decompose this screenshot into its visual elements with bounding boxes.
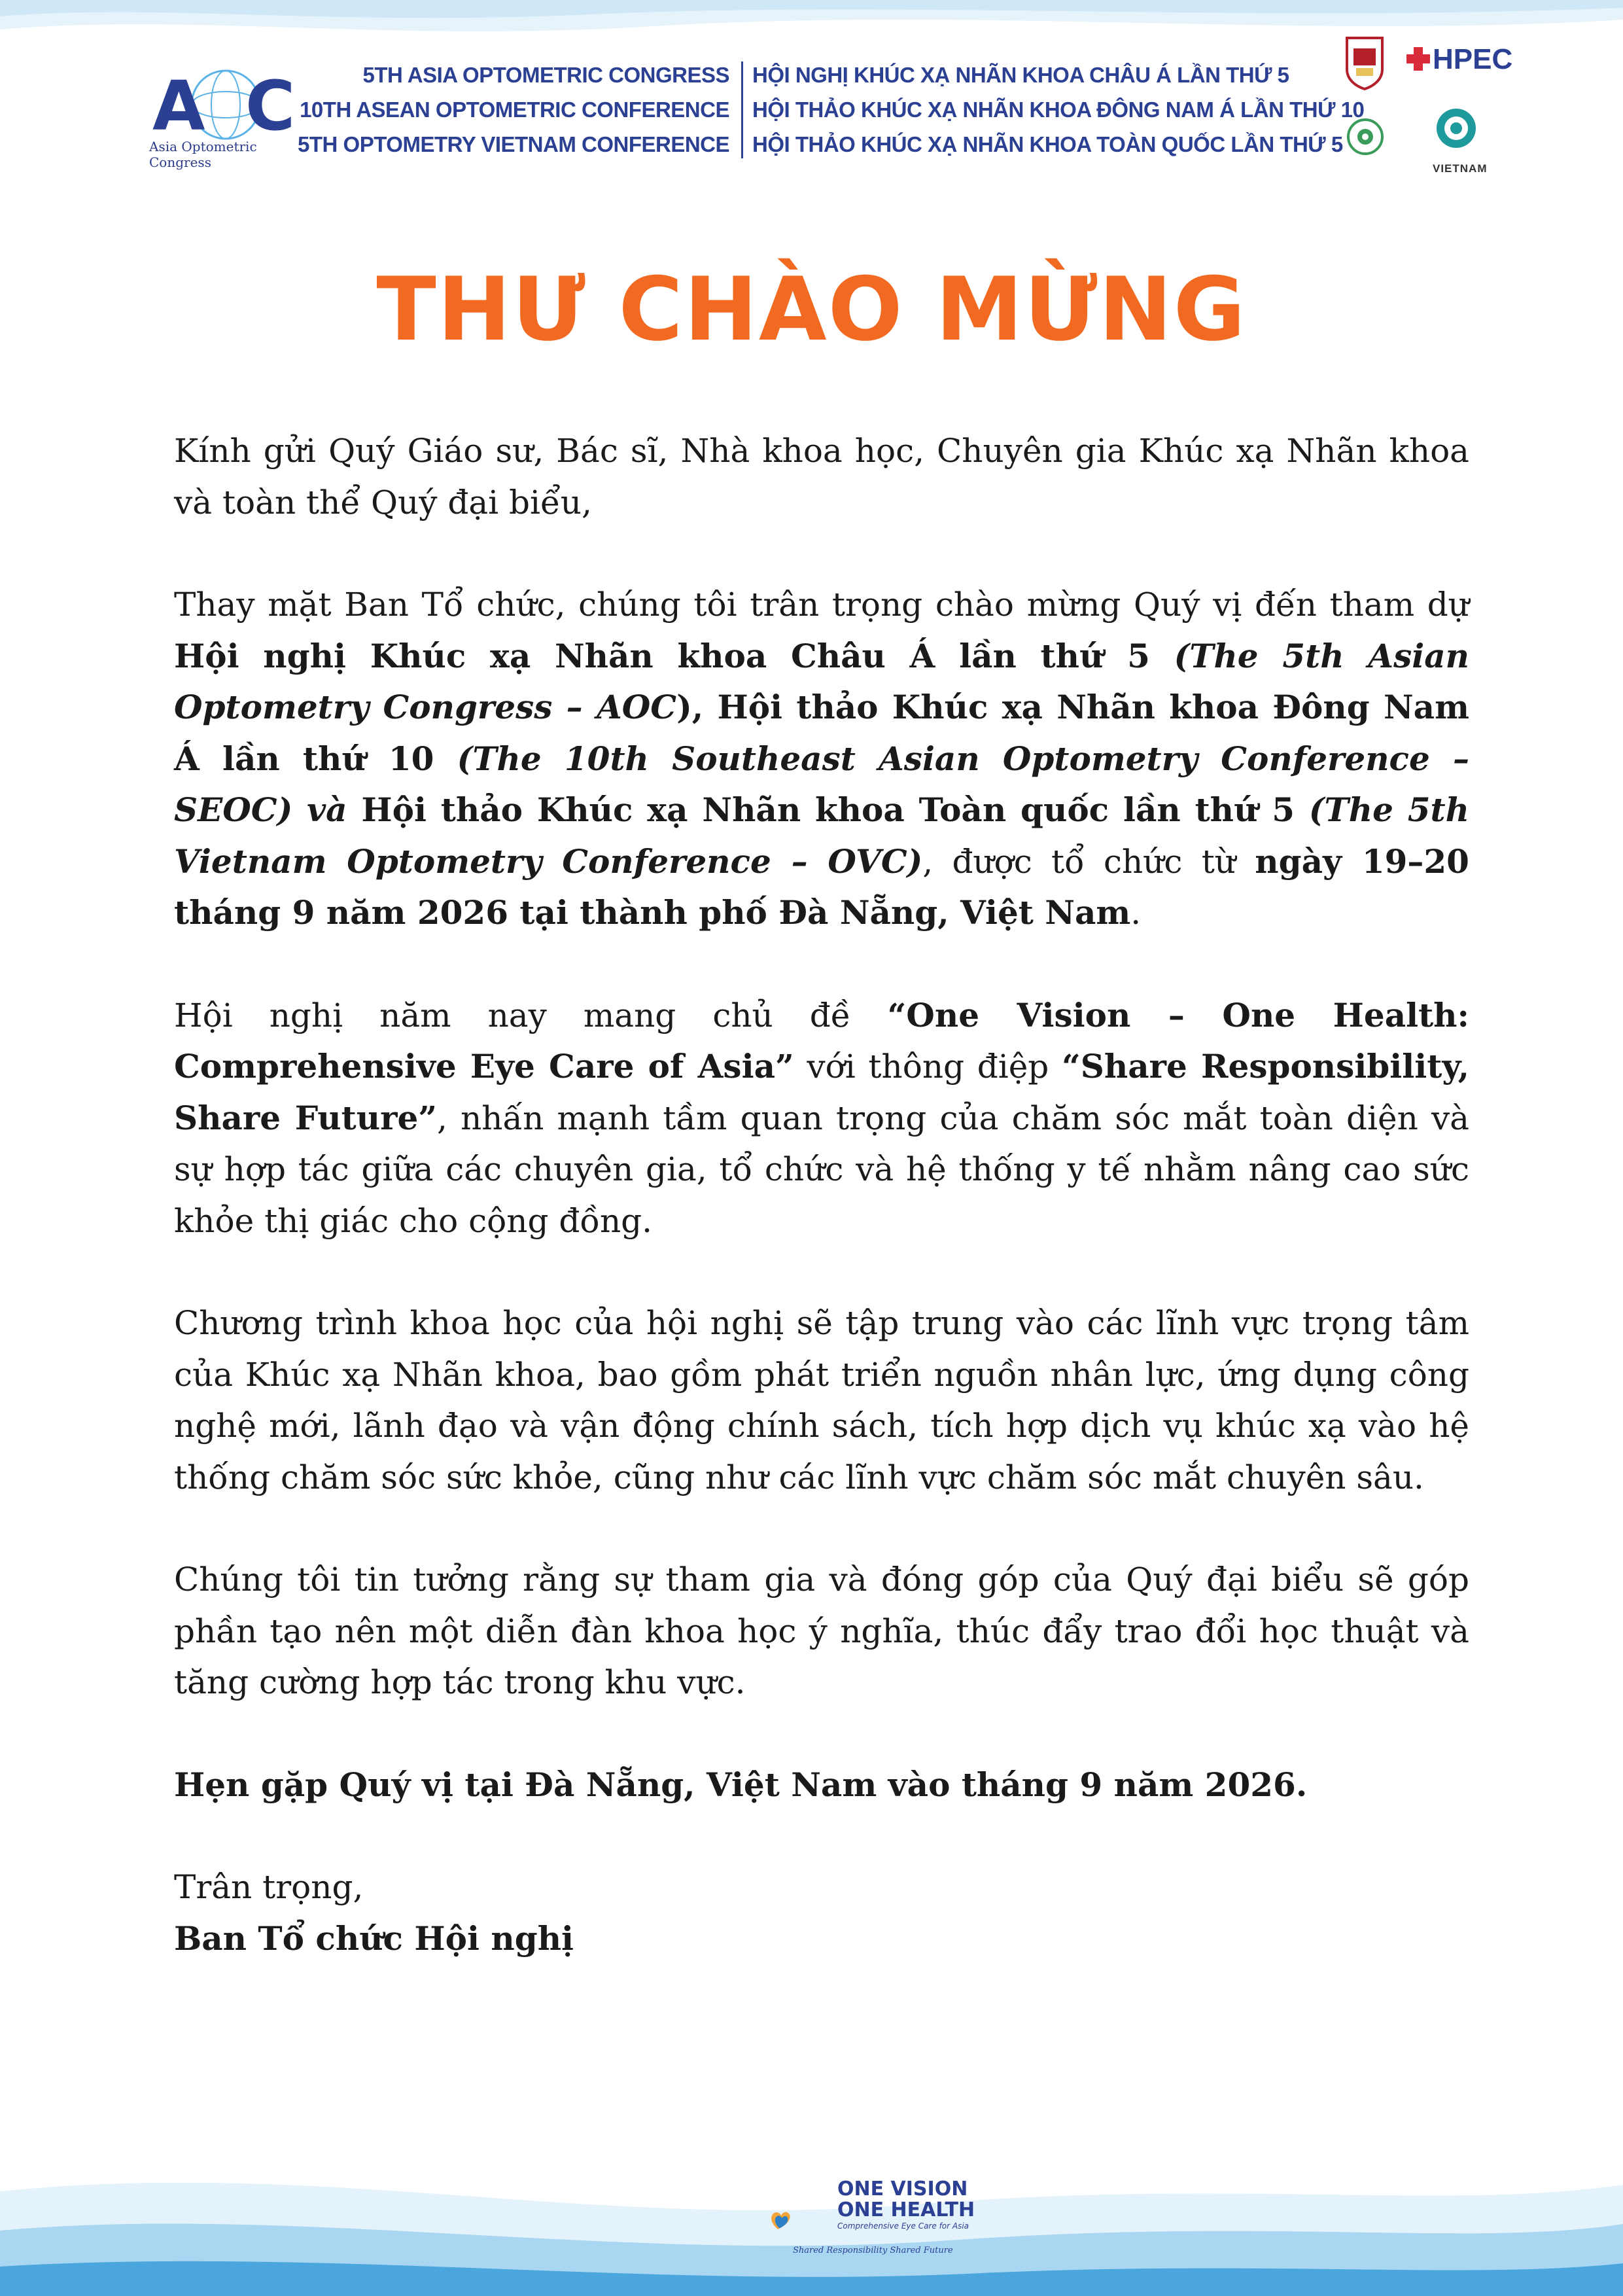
conference-name-vi: HỘI THẢO KHÚC XẠ NHÃN KHOA TOÀN QUỐC LẦN THỨ 5 [752,132,1343,156]
salutation: Kính gửi Quý Giáo sư, Bác sĩ, Nhà khoa học, Chuyên gia Khúc xạ Nhãn khoa và toàn thể Quý đại biểu, [174,432,1469,521]
paragraph-theme [174,990,1469,1247]
text-run: Hội nghị năm nay mang chủ đề [174,996,888,1034]
conference-names-vietnamese [752,58,1364,162]
university-seal-icon [1344,34,1385,90]
conference-name-en: 10TH ASEAN OPTOMETRIC CONFERENCE [300,97,729,122]
bold-italic-run: (The 10th Southeast Asian Optometry Conference – SEOC) và [174,739,1469,829]
footer-subtitle: Comprehensive Eye Care for Asia [837,2221,969,2231]
footer-slogan: Shared Responsibility Shared Future [793,2246,953,2255]
regards: Trân trọng, [174,1868,364,1906]
signature-bold: Ban Tổ chức Hội nghị [174,1918,574,1958]
text-run: . [1130,894,1142,932]
header-divider [741,62,743,158]
header [0,0,1623,196]
one-vision-heart-icon [769,2172,834,2270]
optometry-vietnam-logo-icon [1433,105,1480,152]
hpec-logo-text: HPEC [1433,43,1513,75]
svg-text:A: A [152,66,205,146]
conference-name-en: 5TH ASIA OPTOMETRIC CONGRESS [362,63,729,87]
theme-bold: “One Vision – One Health: Comprehensive Eye Care of Asia” [174,995,1469,1086]
medical-cross-icon [1405,46,1431,72]
optometry-society-logo-icon [1345,116,1386,169]
footer-line1: ONE VISION [837,2178,968,2200]
bold-italic-run: (The 5th Vietnam Optometry Conference – OVC) [174,790,1469,881]
text-run: , nhấn mạnh tầm quan trọng của chăm sóc mắt toàn diện và sự hợp tác giữa các chuyên gia, tổ chức và hệ thống y tế nhằm nâng cao sức khỏe thị giác cho cộng đồng. [174,1099,1469,1240]
closing-bold: Hẹn gặp Quý vị tại Đà Nẵng, Việt Nam vào tháng 9 năm 2026. [174,1765,1308,1804]
bold-italic-run: (The 5th Asian Optometry Congress – AOC [174,636,1469,726]
conference-name-vi: HỘI NGHỊ KHÚC XẠ NHÃN KHOA CHÂU Á LẦN THỨ 5 [752,63,1289,87]
message-bold: “Share Responsibility, Share Future” [174,1047,1469,1137]
text-run: với thông điệp [794,1048,1062,1086]
signature [174,1913,1469,1965]
text-run: , được tổ chức từ [922,842,1255,881]
conference-name-vi: HỘI THẢO KHÚC XẠ NHÃN KHOA ĐÔNG NAM Á LẦN THỨ 10 [752,97,1365,122]
letter-body [174,425,1469,1964]
footer-line2: ONE HEALTH [837,2199,975,2221]
vietnam-logo-text: VIETNAM [1433,162,1488,175]
page-title: THƯ CHÀO MỪNG [376,258,1247,361]
conference-names [298,58,1380,162]
bold-run: ngày 19–20 tháng 9 năm 2026 tại thành phố Đà Nẵng, Việt Nam [174,841,1469,932]
paragraph-belief: Chúng tôi tin tưởng rằng sự tham gia và đóng góp của Quý đại biểu sẽ góp phần tạo nên một diễn đàn khoa học ý nghĩa, thúc đẩy trao đổi học thuật và tăng cường hợp tác trong khu vực. [174,1561,1469,1701]
conference-name-en: 5TH OPTOMETRY VIETNAM CONFERENCE [298,132,729,156]
bold-run: Hội thảo Khúc xạ Nhãn khoa Toàn quốc lần thứ 5 [361,790,1309,829]
paragraph-program: Chương trình khoa học của hội nghị sẽ tập trung vào các lĩnh vực trọng tâm của Khúc xạ Nhãn khoa, bao gồm phát triển nguồn nhân lực, ứng dụng công nghệ mới, lãnh đạo và vận động chính sách, tích hợp dịch vụ khúc xạ vào hệ thống chăm sóc sức khỏe, cũng như các lĩnh vực chăm sóc mắt chuyên sâu. [174,1304,1469,1496]
paragraph-intro [174,579,1469,939]
bold-run: Hội nghị Khúc xạ Nhãn khoa Châu Á lần thứ 5 [174,636,1174,675]
svg-text:C: C [245,66,296,146]
closing-line [174,1759,1469,1811]
bold-run: ), Hội thảo Khúc xạ Nhãn khoa Đông Nam Á lần thứ 10 [174,688,1469,778]
text-run: Thay mặt Ban Tổ chức, chúng tôi trân trọng chào mừng Quý vị đến tham dự [174,586,1469,624]
aoc-caption: Asia Optometric Congress [149,139,257,170]
conference-names-english [298,58,729,162]
